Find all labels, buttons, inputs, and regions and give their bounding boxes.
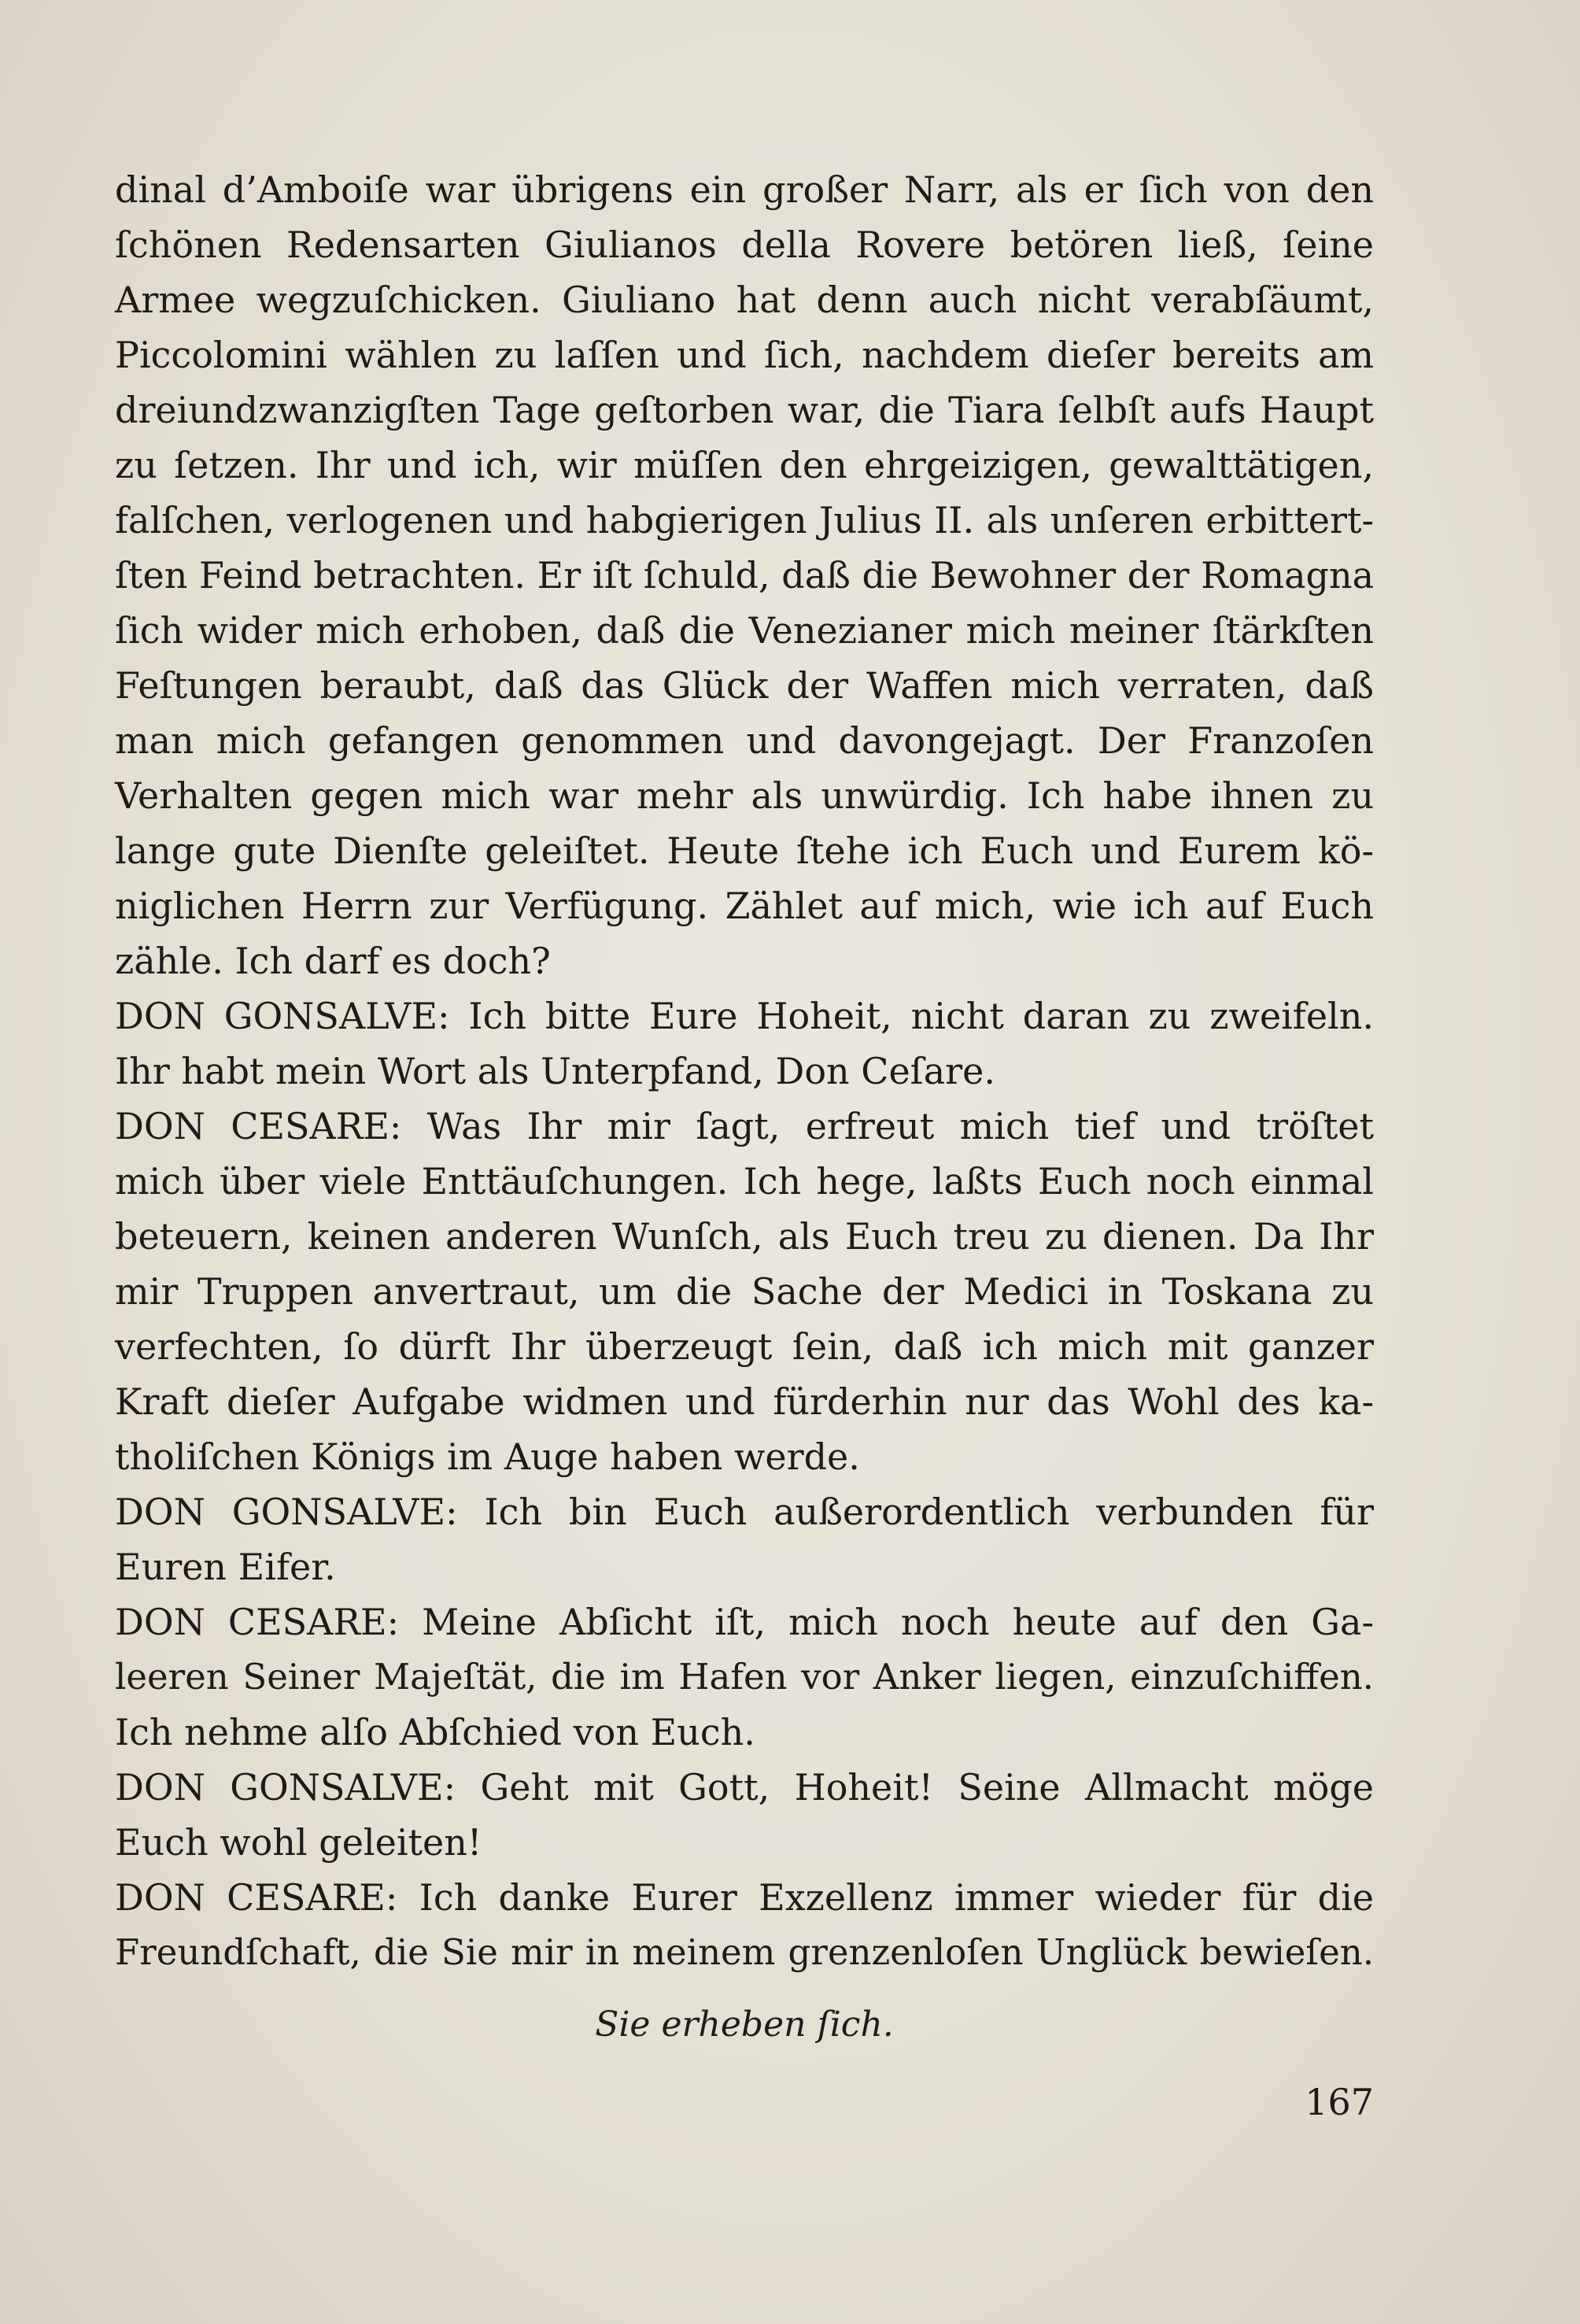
text-line: Euren Eifer. xyxy=(115,1546,336,1588)
text-line: falſchen, verlogenen und habgierigen Julius II. als unſeren erbittert- xyxy=(115,499,1374,541)
text-line: DON CESARE: Meine Abſicht iſt, mich noch heute auf den Ga- xyxy=(115,1601,1374,1643)
text-line: DON CESARE: Was Ihr mir ſagt, erfreut mich tief und tröſtet xyxy=(115,1105,1374,1147)
text-line: zu ſetzen. Ihr und ich, wir müſſen den ehrgeizigen, gewalttätigen, xyxy=(115,444,1374,486)
text-line: DON GONSALVE: Ich bin Euch außerordentlich verbunden für xyxy=(115,1491,1374,1533)
text-line: dreiundzwanzigſten Tage geſtorben war, die Tiara ſelbſt aufs Haupt xyxy=(115,389,1374,431)
text-line: zähle. Ich darf es doch? xyxy=(115,940,551,982)
text-line: Ich nehme alſo Abſchied von Euch. xyxy=(115,1711,755,1753)
text-line: lange gute Dienſte geleiſtet. Heute ſtehe ich Euch und Eurem kö- xyxy=(115,829,1374,872)
text-line: Piccolomini wählen zu laſſen und ſich, nachdem dieſer bereits am xyxy=(115,334,1374,376)
text-line: dinal d’Amboiſe war übrigens ein großer Narr, als er ſich von den xyxy=(115,168,1374,211)
text-line: DON CESARE: Ich danke Eurer Exzellenz immer wieder für die xyxy=(115,1876,1374,1919)
text-line: Euch wohl geleiten! xyxy=(115,1821,482,1864)
text-line: mir Truppen anvertraut, um die Sache der Medici in Toskana zu xyxy=(115,1270,1374,1313)
text-line: beteuern, keinen anderen Wunſch, als Euch treu zu dienen. Da Ihr xyxy=(115,1215,1374,1258)
text-line: ſchönen Redensarten Giulianos della Rovere betören ließ, ſeine xyxy=(115,224,1374,266)
text-line: Freundſchaft, die Sie mir in meinem grenzenloſen Unglück bewieſen. xyxy=(115,1931,1374,1973)
body-text xyxy=(115,162,1374,1980)
text-line: Kraft dieſer Aufgabe widmen und fürderhin nur das Wohl des ka- xyxy=(115,1380,1374,1423)
text-line: mich über viele Enttäuſchungen. Ich hege, laßts Euch noch einmal xyxy=(115,1160,1374,1203)
text-line: leeren Seiner Majeſtät, die im Hafen vor Anker liegen, einzuſchiffen. xyxy=(115,1656,1374,1698)
text-line: man mich gefangen genommen und davongejagt. Der Franzoſen xyxy=(115,719,1374,762)
text-line: DON GONSALVE: Ich bitte Eure Hoheit, nicht daran zu zweifeln. xyxy=(115,995,1374,1037)
text-line: Verhalten gegen mich war mehr als unwürdig. Ich habe ihnen zu xyxy=(115,774,1374,817)
text-line: tholiſchen Königs im Auge haben werde. xyxy=(115,1435,860,1478)
text-line: Ihr habt mein Wort als Unterpfand, Don Ceſare. xyxy=(115,1050,995,1092)
text-line: ſten Feind betrachten. Er iſt ſchuld, daß die Bewohner der Romagna xyxy=(115,554,1374,597)
text-line: verfechten, ſo dürft Ihr überzeugt ſein, daß ich mich mit ganzer xyxy=(115,1325,1374,1368)
stage-direction: Sie erheben ſich. xyxy=(595,2004,894,2045)
text-line: niglichen Herrn zur Verfügung. Zählet auf mich, wie ich auf Euch xyxy=(115,885,1374,927)
text-line: ſich wider mich erhoben, daß die Venezianer mich meiner ſtärkſten xyxy=(115,609,1374,652)
text-line: DON GONSALVE: Geht mit Gott, Hoheit! Seine Allmacht möge xyxy=(115,1766,1374,1809)
text-line: Armee wegzuſchicken. Giuliano hat denn auch nicht verabſäumt, xyxy=(115,279,1374,321)
text-line: Feſtungen beraubt, daß das Glück der Waffen mich verraten, daß xyxy=(115,664,1374,707)
page-number: 167 xyxy=(1305,2081,1374,2123)
